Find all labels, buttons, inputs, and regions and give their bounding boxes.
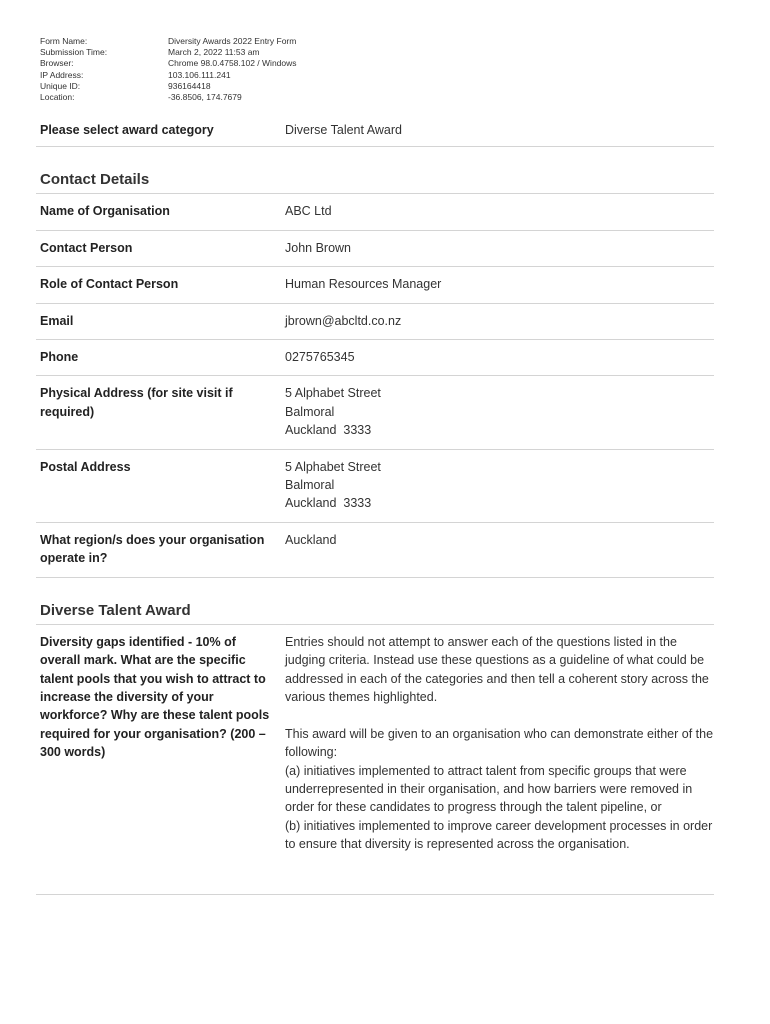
phone-row <box>36 340 714 376</box>
address-line: 5 Alphabet Street <box>285 386 381 401</box>
meta-row-submission-time <box>40 47 297 58</box>
meta-value: -36.8506, 174.7679 <box>168 92 242 103</box>
field-value: Human Resources Manager <box>285 277 442 292</box>
address-line: Auckland 3333 <box>285 423 372 438</box>
answer-paragraph <box>285 725 714 854</box>
meta-row-form-name <box>40 36 297 47</box>
field-value: jbrown@abcltd.co.nz <box>285 313 402 328</box>
meta-key: Submission Time: <box>40 47 108 58</box>
meta-value: Diversity Awards 2022 Entry Form <box>168 36 297 46</box>
meta-row-location <box>40 92 297 103</box>
address-line: Balmoral <box>285 478 335 493</box>
meta-key: Unique ID: <box>40 80 81 91</box>
address-line: Balmoral <box>285 404 335 419</box>
address-line: Auckland 3333 <box>285 496 372 511</box>
meta-value: 936164418 <box>168 80 211 91</box>
contact-person-row <box>36 231 714 267</box>
diversity-gaps-row <box>36 625 714 895</box>
meta-value: 103.106.111.241 <box>168 69 231 80</box>
section-title-diverse-talent-award: Diverse Talent Award <box>36 578 714 625</box>
field-label: Postal Address <box>40 459 131 474</box>
submission-meta <box>40 36 297 103</box>
meta-row-browser <box>40 58 297 69</box>
field-value <box>285 458 714 513</box>
answer-line: (a) initiatives implemented to attract talent from specific groups that were underrepresented in their organisation, and how barriers were removed in order for these candidates to progress through the talent pipeline, or <box>285 763 693 815</box>
address-line: 5 Alphabet Street <box>285 459 381 474</box>
contact-role-row <box>36 267 714 303</box>
field-label: Please select award category <box>40 123 214 137</box>
meta-key: Browser: <box>40 58 74 69</box>
field-value <box>285 384 714 439</box>
answer-paragraph: Entries should not attempt to answer each of the questions listed in the judging criteria. Instead use these questions as a guideline of what could be addressed in each of the categories and then tell a coherent story across the various themes highlighted. <box>285 634 709 704</box>
section-title-contact-details: Contact Details <box>36 147 714 194</box>
region-row <box>36 523 714 578</box>
field-value: 0275765345 <box>285 350 355 365</box>
meta-value: March 2, 2022 11:53 am <box>168 47 260 58</box>
meta-row-ip-address <box>40 70 297 81</box>
meta-key: Form Name: <box>40 36 88 46</box>
field-label: Contact Person <box>40 240 133 255</box>
answer-text <box>285 633 714 854</box>
field-label: Role of Contact Person <box>40 277 179 292</box>
answer-line: (b) initiatives implemented to improve career development processes in order to ensure that diversity is represented across the organisation. <box>285 818 713 852</box>
field-label: Phone <box>40 350 79 365</box>
form-content <box>36 114 714 895</box>
field-label: What region/s does your organisation operate in? <box>40 532 265 566</box>
email-row <box>36 304 714 340</box>
postal-address-row <box>36 450 714 523</box>
meta-key: Location: <box>40 92 75 103</box>
meta-key: IP Address: <box>40 69 84 80</box>
field-label: Physical Address (for site visit if required) <box>40 386 233 419</box>
question-label: Diversity gaps identified - 10% of overall mark. What are the specific talent pools that you wish to attract to increase the diversity of your workforce? Why are these talent pools required for your organisation? (200 – 300 words) <box>40 634 270 760</box>
field-value: Auckland <box>285 532 337 547</box>
field-label: Email <box>40 313 74 328</box>
meta-row-unique-id <box>40 81 297 92</box>
answer-line: This award will be given to an organisation who can demonstrate either of the following: <box>285 726 714 760</box>
field-value: ABC Ltd <box>285 204 332 219</box>
award-category-row <box>36 114 714 147</box>
organisation-row <box>36 194 714 230</box>
field-label: Name of Organisation <box>40 204 170 219</box>
field-value: John Brown <box>285 240 352 255</box>
meta-value: Chrome 98.0.4758.102 / Windows <box>168 58 297 69</box>
physical-address-row <box>36 376 714 449</box>
field-value: Diverse Talent Award <box>285 123 402 137</box>
